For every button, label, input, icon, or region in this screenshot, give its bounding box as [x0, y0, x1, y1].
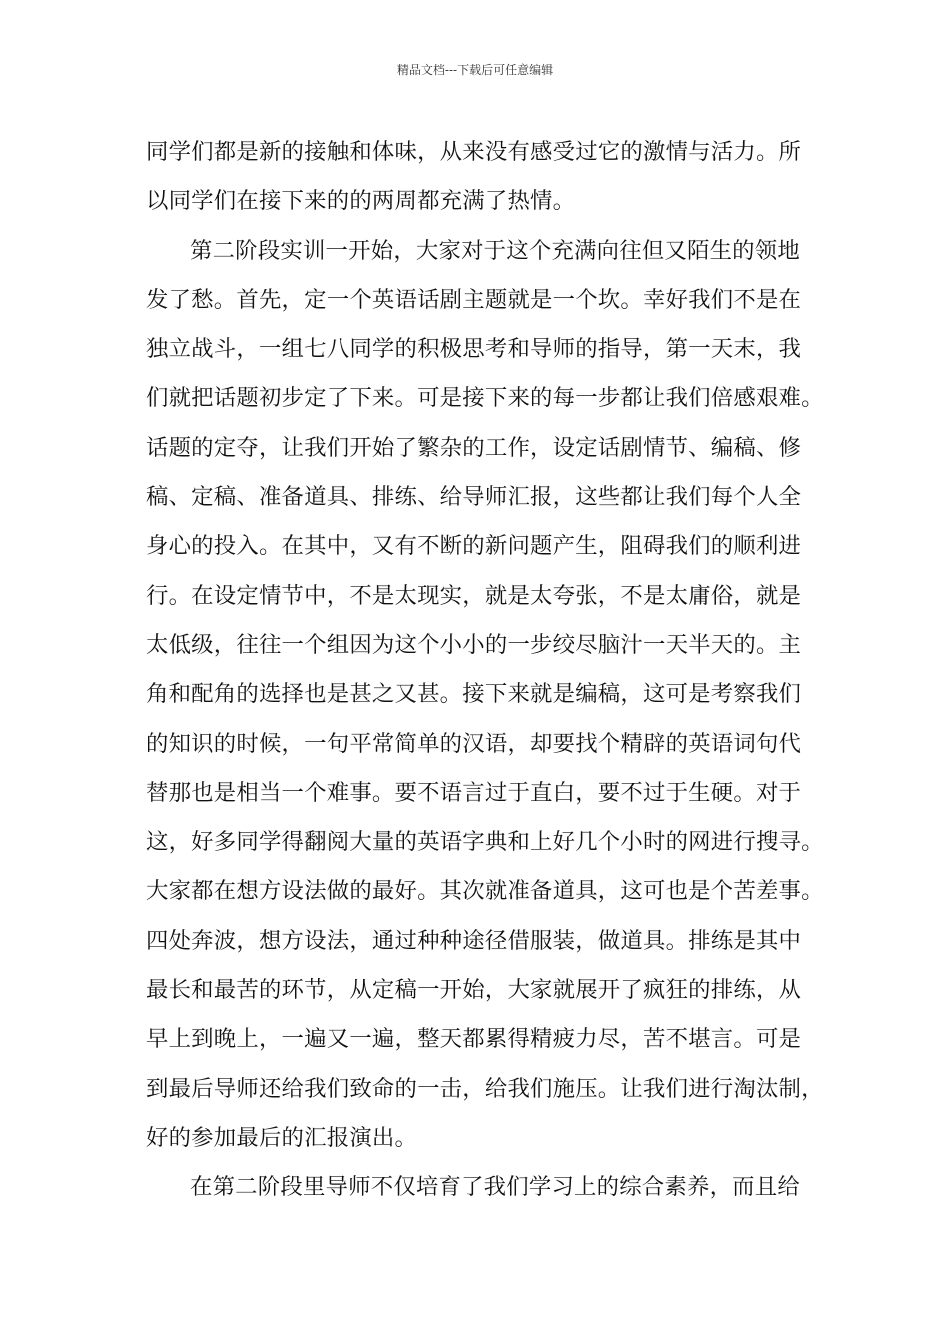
- text-line: 话题的定夺，让我们开始了繁杂的工作，设定话剧情节、编稿、修: [146, 434, 802, 461]
- text-line: 身心的投入。在其中，又有不断的新问题产生，阻碍我们的顺利进: [146, 533, 802, 560]
- text-line: 最长和最苦的环节，从定稿一开始，大家就展开了疯狂的排练，从: [146, 977, 802, 1004]
- text-line: 行。在设定情节中，不是太现实，就是太夸张，不是太庸俗，就是: [146, 582, 802, 609]
- text-line: 以同学们在接下来的的两周都充满了热情。: [146, 188, 576, 215]
- text-line: 到最后导师还给我们致命的一击，给我们施压。让我们进行淘汰制，: [146, 1075, 824, 1102]
- text-line: 大家都在想方设法做的最好。其次就准备道具，这可也是个苦差事。: [146, 878, 824, 905]
- paragraph-2: [146, 227, 824, 1164]
- text-line: 稿、定稿、准备道具、排练、给导师汇报，这些都让我们每个人全: [146, 484, 802, 511]
- paragraph-1: [146, 128, 806, 227]
- text-line: 发了愁。首先，定一个英语话剧主题就是一个坎。幸好我们不是在: [146, 286, 802, 313]
- document-body: [146, 128, 824, 1213]
- text-line: 这，好多同学得翻阅大量的英语字典和上好几个小时的网进行搜寻。: [146, 829, 824, 856]
- text-line: 在第二阶段里导师不仅培育了我们学习上的综合素养，而且给: [190, 1174, 800, 1201]
- text-line: 第二阶段实训一开始，大家对于这个充满向往但又陌生的领地: [190, 237, 800, 264]
- text-line: 太低级，往往一个组因为这个小小的一步绞尽脑汁一天半天的。主: [146, 631, 802, 658]
- text-line: 好的参加最后的汇报演出。: [146, 1124, 418, 1151]
- text-line: 的知识的时候，一句平常简单的汉语，却要找个精辟的英语词句代: [146, 730, 802, 757]
- text-line: 替那也是相当一个难事。要不语言过于直白，要不过于生硬。对于: [146, 779, 802, 806]
- text-line: 们就把话题初步定了下来。可是接下来的每一步都让我们倍感艰难。: [146, 385, 824, 412]
- page-header: 精品文档---下载后可任意编辑: [396, 63, 554, 77]
- text-line: 四处奔波，想方设法，通过种种途径借服装，做道具。排练是其中: [146, 927, 802, 954]
- paragraph-3: [146, 1163, 806, 1212]
- text-line: 早上到晚上，一遍又一遍，整天都累得精疲力尽，苦不堪言。可是: [146, 1026, 802, 1053]
- text-line: 同学们都是新的接触和体味，从来没有感受过它的激情与活力。所: [146, 139, 802, 165]
- text-line: 独立战斗，一组七八同学的积极思考和导师的指导，第一天末，我: [146, 336, 802, 363]
- text-line: 角和配角的选择也是甚之又甚。接下来就是编稿，这可是考察我们: [146, 681, 802, 708]
